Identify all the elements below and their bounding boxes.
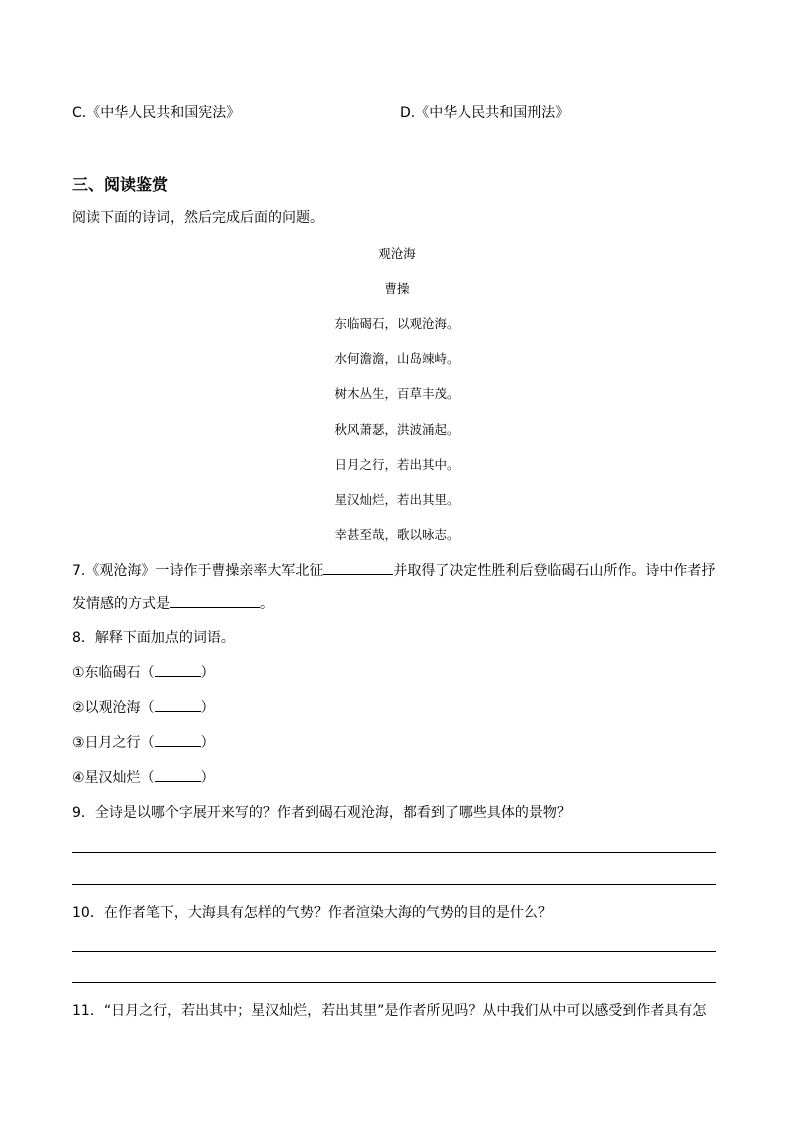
option-d: D.《中华人民共和国刑法》 <box>400 105 570 121</box>
answer-line[interactable] <box>72 982 716 983</box>
poem-line: 星汉灿烂，若出其里。 <box>334 492 460 507</box>
poem-line: 日月之行，若出其中。 <box>334 457 460 472</box>
answer-blank[interactable] <box>155 662 201 677</box>
answer-line[interactable] <box>72 951 716 952</box>
question-8-item: ②以观沧海（ ） <box>72 697 215 717</box>
answer-line[interactable] <box>72 852 716 853</box>
question-8-item: ①东临碣石（ ） <box>72 662 215 682</box>
question-8-prompt: 8．解释下面加点的词语。 <box>72 630 235 646</box>
question-9: 9．全诗是以哪个字展开来写的？作者到碣石观沧海，都看到了哪些具体的景物？ <box>72 805 571 821</box>
poem-line: 秋风萧瑟，洪波涌起。 <box>334 422 460 437</box>
poem-title: 观沧海 <box>378 246 416 261</box>
answer-blank[interactable] <box>155 697 201 712</box>
question-7-line2: 发情感的方式是 。 <box>72 593 274 613</box>
answer-line[interactable] <box>72 884 716 885</box>
poem-line: 幸甚至哉，歌以咏志。 <box>334 527 460 542</box>
answer-blank[interactable] <box>155 732 201 747</box>
option-c: C.《中华人民共和国宪法》 <box>72 105 241 121</box>
poem-line: 树木丛生，百草丰茂。 <box>334 386 460 401</box>
section-title: 三、阅读鉴赏 <box>72 175 169 194</box>
poem-line: 东临碣石，以观沧海。 <box>334 316 460 331</box>
poem-author: 曹操 <box>384 281 410 296</box>
question-8-item: ③日月之行（ ） <box>72 732 215 752</box>
question-10: 10．在作者笔下，大海具有怎样的气势？作者渲染大海的气势的目的是什么？ <box>72 905 552 921</box>
section-intro: 阅读下面的诗词，然后完成后面的问题。 <box>72 210 324 226</box>
answer-blank[interactable] <box>170 593 260 608</box>
question-11: 11．“日月之行，若出其中；星汉灿烂，若出其里”是作者所见吗？从中我们从中可以感受到作者具有怎 <box>72 1003 707 1019</box>
poem-line: 水何澹澹，山岛竦峙。 <box>334 351 460 366</box>
answer-blank[interactable] <box>323 560 393 575</box>
question-7-line1: 7.《观沧海》一诗作于曹操亲率大军北征 并取得了决定性胜利后登临碣石山所作。诗中作者抒 <box>72 560 715 580</box>
question-8-item: ④星汉灿烂（ ） <box>72 767 215 787</box>
answer-blank[interactable] <box>155 767 201 782</box>
